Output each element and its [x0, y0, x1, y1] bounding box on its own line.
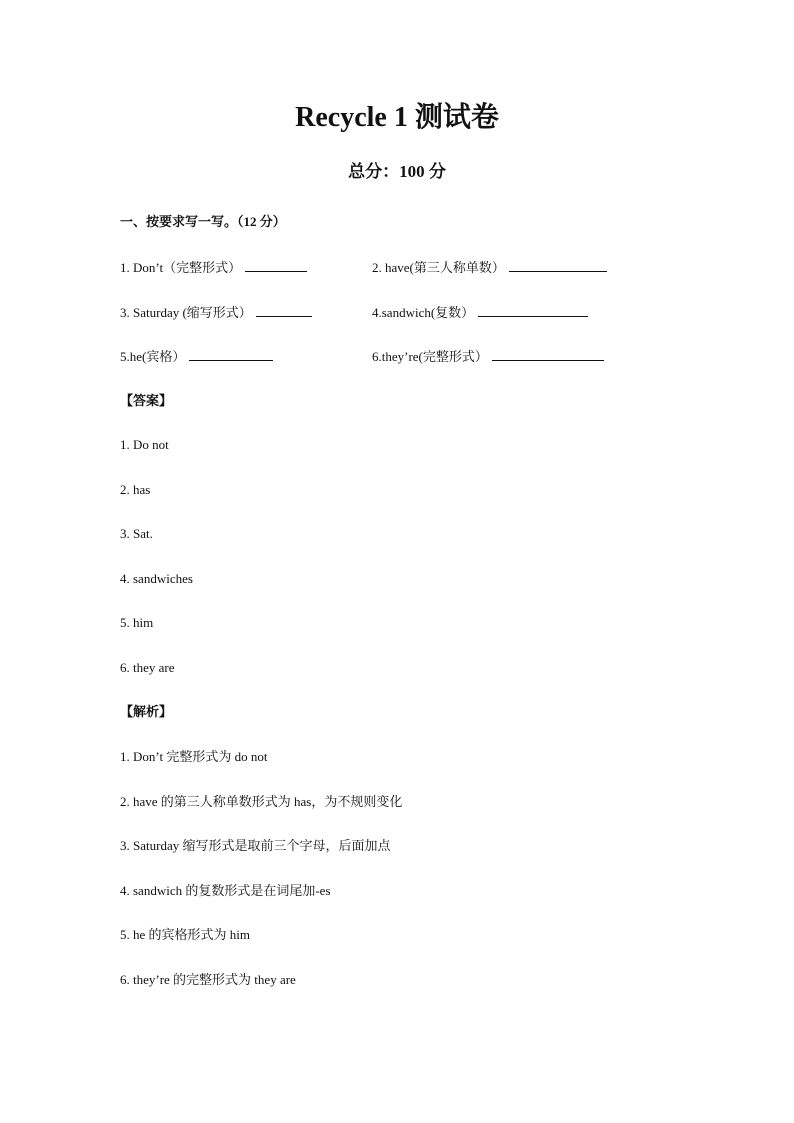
total-score: 总分：100 分 — [348, 162, 446, 181]
question-prompt: 4.sandwich(复数） — [372, 305, 475, 320]
answer-item: 5. him — [120, 615, 154, 630]
section-heading: 一、按要求写一写。（12 分） — [120, 214, 286, 229]
analysis-item: 5. he 的宾格形式为 him — [120, 927, 250, 942]
question-prompt: 5.he(宾格） — [120, 349, 186, 364]
question-1 — [120, 257, 307, 278]
analysis-heading: 【解析】 — [120, 704, 173, 719]
answer-blank — [245, 257, 307, 272]
answer-item: 4. sandwiches — [120, 571, 193, 586]
question-prompt: 1. Don’t（完整形式） — [120, 260, 242, 275]
answer-item: 2. has — [120, 482, 151, 497]
question-6 — [372, 346, 604, 367]
question-prompt: 2. have(第三人称单数） — [372, 260, 505, 275]
answer-blank — [189, 346, 273, 361]
answers-heading: 【答案】 — [120, 393, 173, 408]
answer-blank — [256, 302, 312, 317]
analysis-item: 3. Saturday 缩写形式是取前三个字母，后面加点 — [120, 838, 391, 853]
analysis-item: 1. Don’t 完整形式为 do not — [120, 749, 268, 764]
answer-item: 6. they are — [120, 660, 175, 675]
question-prompt: 6.they’re(完整形式） — [372, 349, 488, 364]
question-5 — [120, 346, 273, 367]
answer-blank — [478, 302, 588, 317]
analysis-item: 6. they’re 的完整形式为 they are — [120, 972, 296, 987]
answer-item: 3. Sat. — [120, 526, 153, 541]
answer-blank — [509, 257, 607, 272]
question-prompt: 3. Saturday (缩写形式） — [120, 305, 252, 320]
question-4 — [372, 302, 588, 323]
answer-item: 1. Do not — [120, 437, 169, 452]
analysis-item: 2. have 的第三人称单数形式为 has，为不规则变化 — [120, 794, 403, 809]
question-2 — [372, 257, 607, 278]
page-title: Recycle 1 测试卷 — [295, 102, 499, 133]
answer-blank — [492, 346, 604, 361]
analysis-item: 4. sandwich 的复数形式是在词尾加-es — [120, 883, 331, 898]
question-3 — [120, 302, 312, 323]
